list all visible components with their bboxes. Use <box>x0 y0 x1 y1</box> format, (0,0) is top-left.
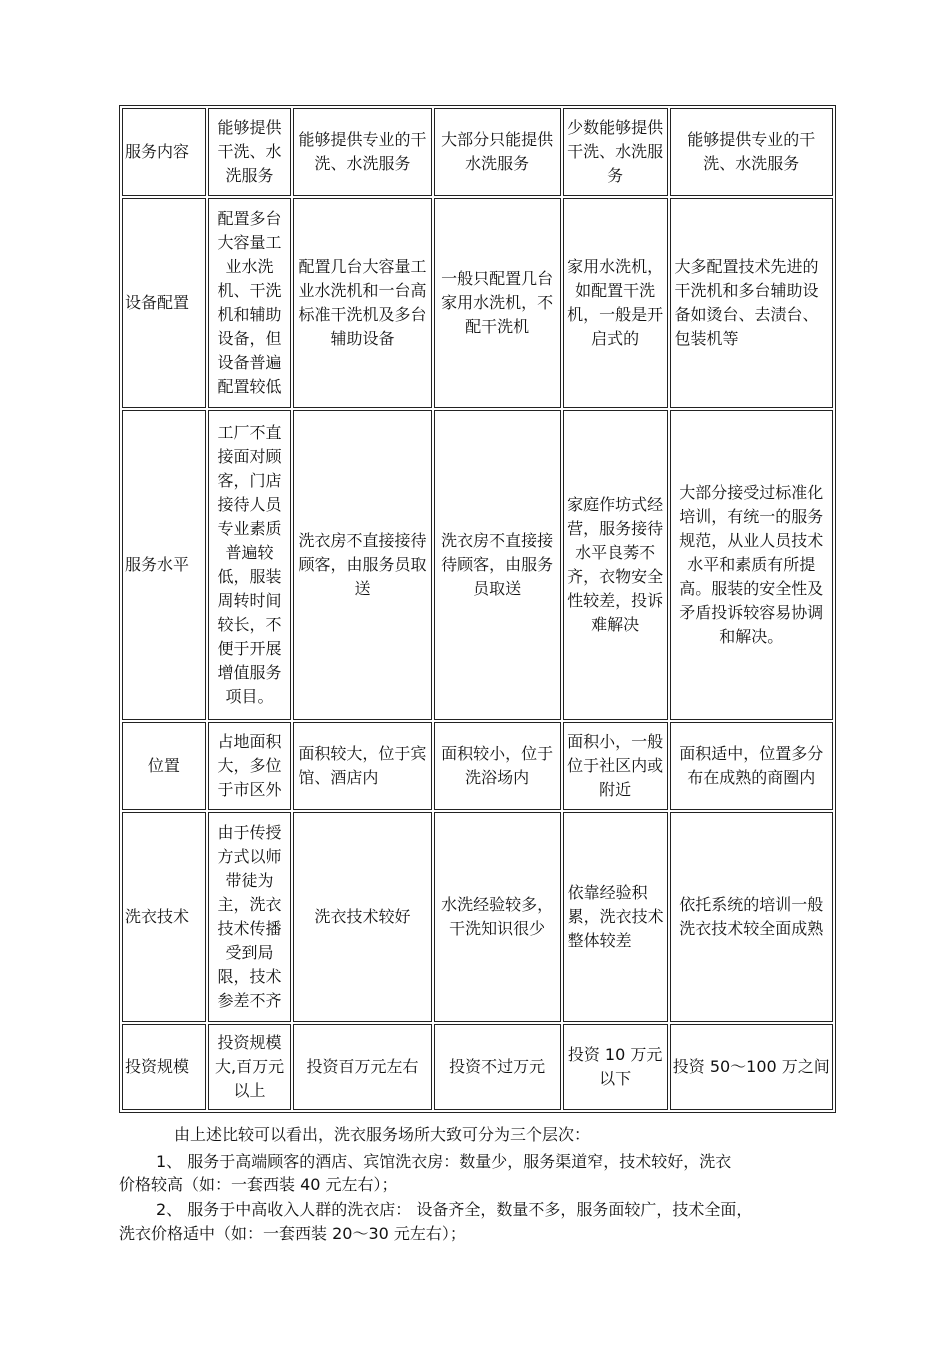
table-cell: 能够提供专业的干洗、水洗服务 <box>293 108 431 196</box>
intro-paragraph: 由上述比较可以看出，洗衣服务场所大致可分为三个层次： <box>174 1125 591 1144</box>
table-cell: 一般只配置几台家用水洗机，不配干洗机 <box>434 198 561 408</box>
table-cell: 少数能够提供干洗、水洗服务 <box>563 108 668 196</box>
table-cell: 面积小，一般位于社区内或附近 <box>563 722 668 810</box>
level-one-line-2: 价格较高（如：一套西装 40 元左右）； <box>119 1175 398 1194</box>
level-one-line-1: 1、 服务于高端顾客的酒店、宾馆洗衣房：数量少，服务渠道窄，技术较好，洗衣 <box>156 1152 732 1171</box>
table-cell: 依托系统的培训一般洗衣技术较全面成熟 <box>670 812 833 1022</box>
table-cell: 依靠经验积累，洗衣技术整体较差 <box>563 812 668 1022</box>
table-cell: 洗衣技术较好 <box>293 812 431 1022</box>
table-cell: 配置几台大容量工业水洗机和一台高标准干洗机及多台辅助设备 <box>293 198 431 408</box>
table-row-laundry-technique <box>122 812 833 1022</box>
table-cell: 面积较小，位于洗浴场内 <box>434 722 561 810</box>
level-two-line-1: 2、 服务于中高收入人群的洗衣店： 设备齐全，数量不多，服务面较广，技术全面， <box>156 1200 753 1219</box>
table-cell: 家庭作坊式经营，服务接待水平良莠不齐，衣物安全性较差，投诉难解决 <box>563 410 668 720</box>
table-cell: 大多配置技术先进的干洗机和多台辅助设备如烫台、去渍台、包装机等 <box>670 198 833 408</box>
row-label: 服务水平 <box>122 410 206 720</box>
row-label: 设备配置 <box>122 198 206 408</box>
table-row-service-content <box>122 108 833 196</box>
table-cell: 投资不过万元 <box>434 1024 561 1110</box>
table-cell: 水洗经验较多，干洗知识很少 <box>434 812 561 1022</box>
table-cell: 能够提供干洗、水洗服务 <box>208 108 292 196</box>
table-row-location <box>122 722 833 810</box>
table-cell: 投资 10 万元以下 <box>563 1024 668 1110</box>
level-two-line-2: 洗衣价格适中（如：一套西装 20～30 元左右）； <box>119 1224 466 1243</box>
table-cell: 洗衣房不直接接待顾客，由服务员取送 <box>434 410 561 720</box>
table-cell: 面积较大，位于宾馆、酒店内 <box>293 722 431 810</box>
table-row-equipment <box>122 198 833 408</box>
table-cell: 配置多台大容量工业水洗机、干洗机和辅助设备，但设备普遍配置较低 <box>208 198 292 408</box>
table-cell: 投资百万元左右 <box>293 1024 431 1110</box>
table-cell: 大部分接受过标准化培训，有统一的服务规范，从业人员技术水平和素质有所提高。服装的安全性及矛盾投诉较容易协调和解决。 <box>670 410 833 720</box>
table-row-service-level <box>122 410 833 720</box>
table-cell: 家用水洗机，如配置干洗机，一般是开启式的 <box>563 198 668 408</box>
row-label: 位置 <box>122 722 206 810</box>
table-cell: 面积适中，位置多分布在成熟的商圈内 <box>670 722 833 810</box>
row-label: 服务内容 <box>122 108 206 196</box>
row-label: 洗衣技术 <box>122 812 206 1022</box>
table-cell: 能够提供专业的干洗、水洗服务 <box>670 108 833 196</box>
laundry-comparison-table <box>119 105 836 1113</box>
row-label: 投资规模 <box>122 1024 206 1110</box>
table-cell: 投资规模大,百万元以上 <box>208 1024 292 1110</box>
table-cell: 由于传授方式以师带徒为主，洗衣技术传播受到局限，技术参差不齐 <box>208 812 292 1022</box>
table-row-investment <box>122 1024 833 1110</box>
table-cell: 工厂不直接面对顾客，门店接待人员专业素质普遍较低，服装周转时间较长，不便于开展增值服务项目。 <box>208 410 292 720</box>
table-cell: 大部分只能提供水洗服务 <box>434 108 561 196</box>
table-cell: 占地面积大，多位于市区外 <box>208 722 292 810</box>
table-cell: 投资 50～100 万之间 <box>670 1024 833 1110</box>
table-cell: 洗衣房不直接接待顾客，由服务员取送 <box>293 410 431 720</box>
